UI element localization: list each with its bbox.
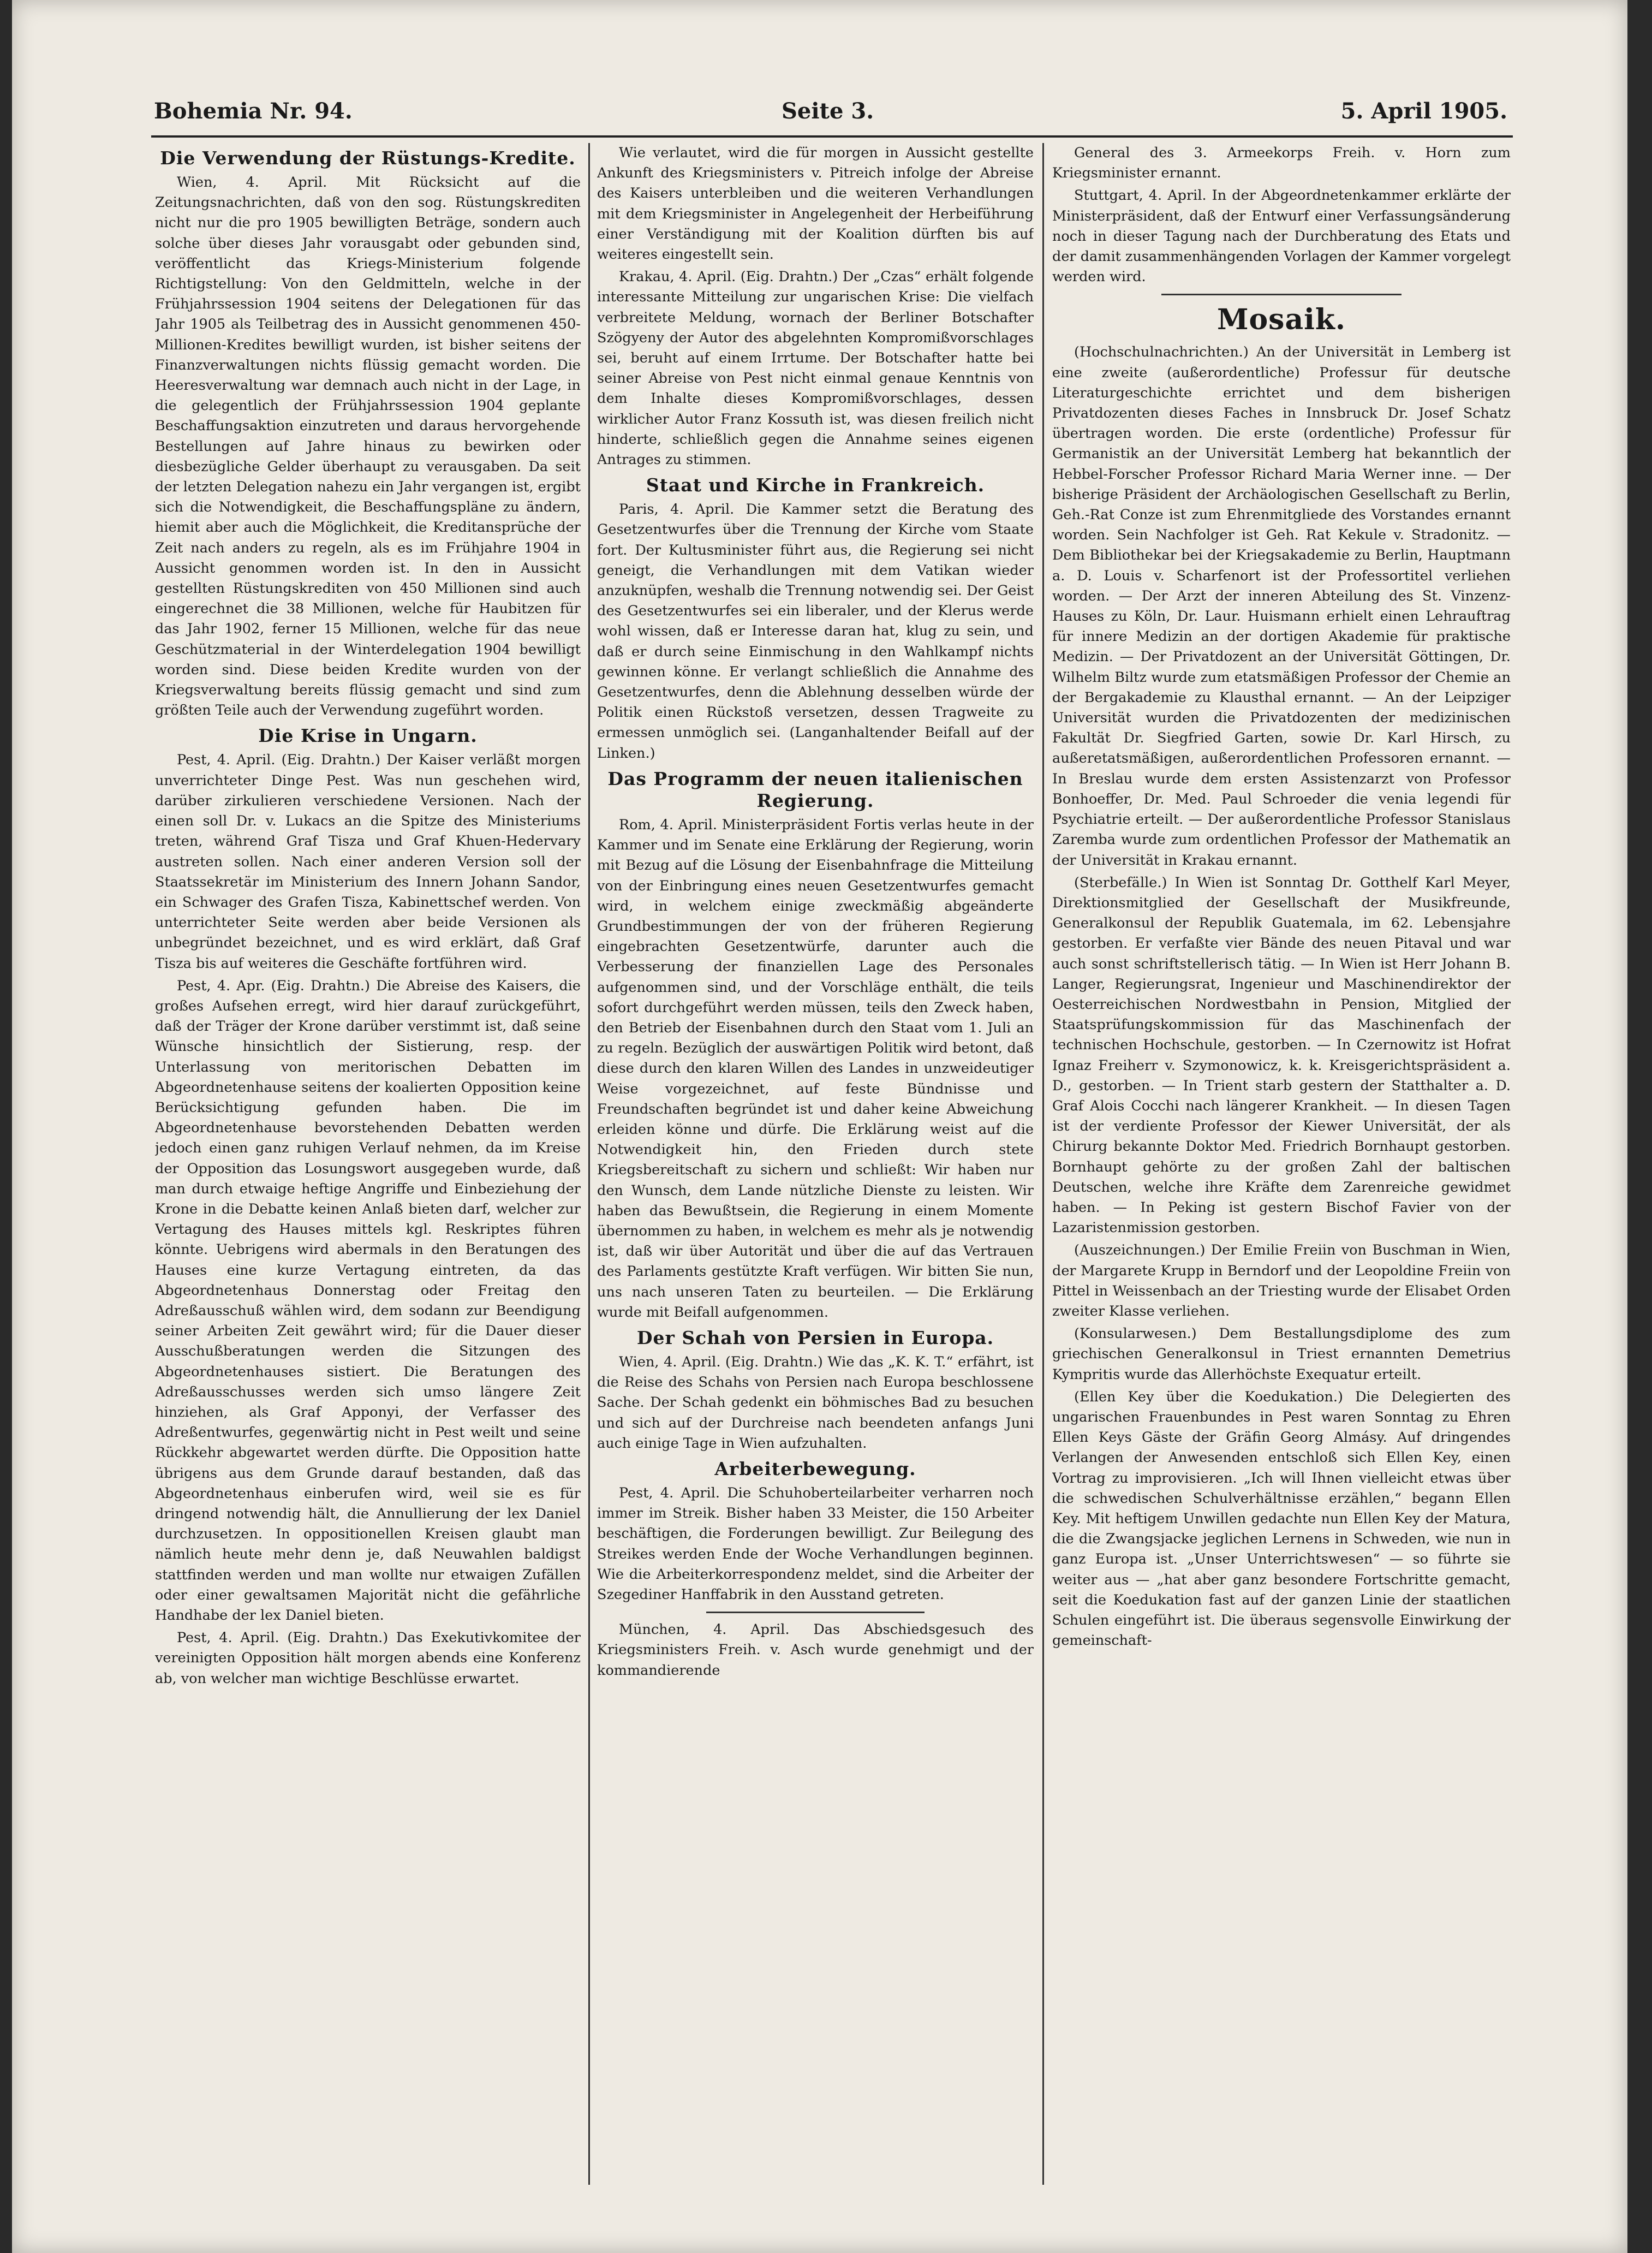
article-paragraph: Wien, 4. April. (Eig. Drahtn.) Wie das „K. K. T.“ erfährt, ist die Reise des Schahs von Persien nach Europa beschlossene Sache. Der Schah gedenkt ein böhmisches Bad zu besuchen und sich auf der Durchreise nach beendeten anfangs Juni auch einige Tage in Wien aufzuhalten. [597, 1353, 1034, 1452]
article-paragraph: Krakau, 4. April. (Eig. Drahtn.) Der „Czas“ erhält folgende interessante Mitteilung zur ungarischen Krise: Die vielfach verbreitete Meldung, wornach der Berliner Botschafter Szögyeny der Autor des abgelehnten Kompromißvorschlages sei, beruht auf einem Irrtume. Der Botschafter hatte bei seiner Abreise von Pest nicht einmal genaue Kenntnis von dem Inhalte dieses Kompromißvorschlages, dessen wirklicher Autor Franz Kossuth ist, was diesen freilich nicht hinderte, schließlich gegen die Annahme seines eigenen Antrages zu stimmen. [597, 269, 1034, 468]
page-header [154, 98, 1507, 136]
section-rule [1161, 294, 1401, 295]
article-paragraph: (Hochschulnachrichten.) An der Universität in Lemberg ist eine zweite (außerordentliche) Professur für deutsche Literaturgeschichte errichtet und dem bisherigen Privatdozenten dieses Faches in Innsbruck Dr. Josef Schatz übertragen worden. Die erste (ordentliche) Professur für Germanistik an der Universität Lemberg hat bekanntlich der Hebbel-Forscher Professor Richard Maria Werner inne. — Der bisherige Präsident der Archäologischen Gesellschaft zu Berlin, Geh.-Rat Conze ist zum Ehrenmitgliede des Vorstandes ernannt worden. Sein Nachfolger ist Geh. Rat Kekule v. Stradonitz. — Dem Bibliothekar bei der Kriegsakademie zu Berlin, Hauptmann a. D. Louis v. Scharfenort ist der Professortitel verliehen worden. — Der Arzt der inneren Abteilung des St. Vinzenz-Hauses zu Köln, Dr. Laur. Huismann erhielt einen Lehrauftrag für innere Medizin an der dortigen Akademie für praktische Medizin. — Der Privatdozent an der Universität Göttingen, Dr. Wilhelm Biltz wurde zum etatsmäßigen Professor der Chemie an der Bergakademie zu Klausthal ernannt. — An der Leipziger Universität wurden die Privatdozenten der medizinischen Fakultät Dr. Siegfried Garten, sowie Dr. Karl Hirsch, zu außeretatsmäßigen, außerordentlichen Professoren ernannt. — In Breslau wurde dem ersten Assistenzarzt von Professor Bonhoeffer, Dr. Med. Paul Schroeder die venia legendi für Psychiatrie erteilt. — Der außerordentliche Professor Stanislaus Zaremba wurde zum ordentlichen Professor der Mathematik an der Universität in Krakau ernannt. [1052, 344, 1511, 869]
header-rule [151, 135, 1513, 138]
article-headline: Die Krise in Ungarn. [258, 725, 478, 747]
article-paragraph: München, 4. April. Das Abschiedsgesuch des Kriegsministers Freih. v. Asch wurde genehmigt und der kommandierende [597, 1621, 1034, 1679]
article-headline: Die Verwendung der Rüstungs-Kredite. [160, 147, 576, 169]
article-paragraph: (Auszeichnungen.) Der Emilie Freiin von Buschman in Wien, der Margarete Krupp in Berndorf und der Leopoldine Freiin von Pittel in Weissenbach an der Triesting wurde der Elisabet Orden zweiter Klasse verliehen. [1052, 1242, 1511, 1319]
article-headline: Arbeiterbewegung. [714, 1458, 916, 1479]
column-2 [597, 143, 1034, 2196]
article-paragraph: General des 3. Armeekorps Freih. v. Horn zum Kriegsminister ernannt. [1052, 145, 1511, 182]
article-paragraph: Pest, 4. Apr. (Eig. Drahtn.) Die Abreise des Kaisers, die großes Aufsehen erregt, wird hier darauf zurückgeführt, daß der Träger der Krone darüber verstimmt ist, daß seine Wünsche hinsichtlich der Sistierung, resp. der Unterlassung von meritorischen Debatten im Abgeordnetenhause seitens der koalierten Opposition keine Berücksichtigung gefunden haben. Die im Abgeordnetenhause bevorstehenden Debatten werden jedoch einen ganz ruhigen Verlauf nehmen, da im Kreise der Opposition das Losungswort ausgegeben wurde, daß man durch etwaige heftige Angriffe und Einbeziehung der Krone in die Debatte keinen Anlaß bieten darf, welcher zur Vertagung des Hauses mittels kgl. Reskriptes führen könnte. Uebrigens wird abermals in den Beratungen des Hauses eine kurze Vertagung eintreten, da das Abgeordnetenhaus Donnerstag oder Freitag den Adreßausschuß wählen wird, dem sodann zur Beendigung seiner Arbeiten Zeit gewährt wird; für die Dauer dieser Ausschußberatungen werden die Sitzungen des Abgeordnetenhauses sistiert. Die Beratungen des Adreßausschusses werden sich umso längere Zeit hinziehen, als Graf Apponyi, der Verfasser des Adreßentwurfes, gegenwärtig nicht in Pest weilt und seine Rückkehr abgewartet werden dürfte. Die Opposition hatte übrigens aus dem Grunde darauf bestanden, daß das Abgeordnetenhaus einberufen wird, weil sie es für dringend notwendig hält, die Annullierung der lex Daniel durchzusetzen. In oppositionellen Kreisen glaubt man nämlich heute mehr denn je, daß Neuwahlen baldigst stattfinden werden und man wollte nur etwaigen Zufällen oder einer gewaltsamen Majorität nicht die gefährliche Handhabe der lex Daniel bieten. [155, 977, 581, 1624]
page-number: Seite 3. [782, 98, 874, 124]
section-rule [706, 1612, 925, 1613]
column-divider [1042, 143, 1044, 2185]
article-paragraph: Rom, 4. April. Ministerpräsident Fortis verlas heute in der Kammer und im Senate eine Erklärung der Regierung, worin mit Bezug auf die Lösung der Eisenbahnfrage die Mitteilung von der Einbringung eines neuen Gesetzentwurfes gemacht wird, in welchem einige zweckmäßig abgeänderte Grundbestimmungen der von der früheren Regierung eingebrachten Gesetzentwürfe, darunter auch die Verbesserung der finanziellen Lage des Personales aufgenommen sind, und der Vorschläge enthält, die teils sofort durchgeführt werden müssen, teils den Zweck haben, den Betrieb der Eisenbahnen durch den Staat vom 1. Juli an zu regeln. Bezüglich der auswärtigen Politik wird betont, daß diese durch den klaren Willen des Landes in unzweideutiger Weise vorgezeichnet, auf feste Bündnisse und Freundschaften begründet ist und daher keine Abweichung erleiden könne und dürfe. Die Erklärung weist auf die Notwendigkeit hin, den Frieden durch stete Kriegsbereitschaft zu sichern und schließt: Wir haben nur den Wunsch, dem Lande nützliche Dienste zu leisten. Wir haben das Bewußtsein, die Regierung in einem Momente übernommen zu haben, in welchem es mehr als je notwendig ist, daß wir über Autorität und über die auf das Vertrauen des Parlaments gestützte Kraft verfügen. Wir bitten Sie nun, uns nach unseren Taten zu beurteilen. — Die Erklärung wurde mit Beifall aufgenommen. [597, 816, 1034, 1321]
article-paragraph: Pest, 4. April. (Eig. Drahtn.) Der Kaiser verläßt morgen unverrichteter Dinge Pest. Was nun geschehen wird, darüber zirkulieren verschiedene Versionen. Nach der einen soll Dr. v. Lukacs an die Spitze des Ministeriums treten, während Graf Tisza und Graf Khuen-Hedervary austreten sollen. Nach einer anderen Version soll der Staatssekretär im Ministerium des Innern Johann Sandor, ein Schwager des Grafen Tisza, Kabinettschef werden. Von unterrichteter Seite werden aber beide Versionen als unbegründet bezeichnet, und es wird erklärt, daß Graf Tisza bis auf weiteres die Geschäfte fortführen wird. [155, 752, 581, 972]
article-headline: Der Schah von Persien in Europa. [636, 1327, 994, 1348]
masthead-issue: Bohemia Nr. 94. [154, 98, 353, 124]
article-paragraph: Pest, 4. April. (Eig. Drahtn.) Das Exekutivkomitee der vereinigten Opposition hält morgen abends eine Konferenz ab, von welcher man wichtige Beschlüsse erwartet. [155, 1630, 581, 1687]
column-1 [155, 143, 581, 2196]
article-paragraph: Pest, 4. April. Die Schuhoberteilarbeiter verharren noch immer im Streik. Bisher haben 33 Meister, die 150 Arbeiter beschäftigen, die Forderungen bewilligt. Zur Beilegung des Streikes werden Ende der Woche Verhandlungen beginnen. Wie die Arbeiterkorrespondenz meldet, sind die Arbeiter der Szegediner Hanffabrik in den Ausstand getreten. [597, 1484, 1034, 1603]
article-paragraph: Wie verlautet, wird die für morgen in Aussicht gestellte Ankunft des Kriegsministers v. Pitreich infolge der Abreise des Kaisers unterbleiben und die weiteren Verhandlungen mit dem Kriegsminister in Angelegenheit der Herbeiführung einer Verständigung mit der Koalition dürften bis auf weiteres eingestellt sein. [597, 145, 1034, 263]
article-paragraph: (Sterbefälle.) In Wien ist Sonntag Dr. Gotthelf Karl Meyer, Direktionsmitglied der Gesellschaft der Musikfreunde, Generalkonsul der Republik Guatemala, im 62. Lebensjahre gestorben. Er verfaßte vier Bände des neuen Pitaval und war auch sonst schriftstellerisch tätig. — In Wien ist Herr Johann B. Langer, Regierungsrat, Ingenieur und Maschinendirektor der Oesterreichischen Nordwestbahn in Pension, Mitglied der Staatsprüfungskommission für das Maschinenfach der technischen Hochschule, gestorben. — In Czernowitz ist Hofrat Ignaz Freiherr v. Szymonowicz, k. k. Kreisgerichtspräsident a. D., gestorben. — In Trient starb gestern der Statthalter a. D. Graf Alois Cocchi nach längerer Krankheit. — In diesen Tagen ist der verdiente Professor der Kiewer Universität, der als Chirurg bekannte Doktor Med. Friedrich Bornhaupt gestorben. Bornhaupt gehörte zu der großen Zahl der baltischen Deutschen, welche ihre Kräfte dem Zarenreiche gewidmet haben. — In Peking ist gestern Bischof Favier von der Lazaristenmission gestorben. [1052, 874, 1511, 1237]
newspaper-page [12, 0, 1627, 2253]
issue-date: 5. April 1905. [1340, 98, 1507, 124]
column-divider [588, 143, 590, 2185]
article-headline: Das Programm der neuen italienischen Regierung. [607, 768, 1023, 811]
column-3 [1052, 143, 1511, 2196]
article-paragraph: (Ellen Key über die Koedukation.) Die Delegierten des ungarischen Frauenbundes in Pest waren Sonntag zu Ehren Ellen Keys Gäste der Gräfin Georg Almásy. Auf dringendes Verlangen der Anwesenden entschloß sich Ellen Key, einen Vortrag zu improvisieren. „Ich will Ihnen vielleicht etwas über die schwedischen Schulverhältnisse erzählen,“ begann Ellen Key. Mit heftigem Unwillen gedachte nun Ellen Key der Matura, die die Zwangsjacke jeglichen Lernens in Schweden, wie nun in ganz Europa ist. „Unser Unterrichtswesen“ — so führte sie weiter aus — „hat aber ganz besondere Fortschritte gemacht, seit die Koedukation fast auf der ganzen Linie der staatlichen Schulen eingeführt ist. Die überaus segensvolle Einwirkung der gemeinschaft- [1052, 1388, 1511, 1649]
article-headline: Staat und Kirche in Frankreich. [646, 474, 985, 496]
section-heading: Mosaik. [1216, 303, 1346, 337]
article-paragraph: Wien, 4. April. Mit Rücksicht auf die Zeitungsnachrichten, daß von den sog. Rüstungskrediten nicht nur die pro 1905 bewilligten Beträge, sondern auch solche über dieses Jahr vorausgabt oder gebunden sind, veröffentlicht das Kriegs-Ministerium folgende Richtigstellung: Von den Geldmitteln, welche in der Frühjahrssession 1904 seitens der Delegationen für das Jahr 1905 als Teilbetrag des in Aussicht genommenen 450-Millionen-Kredites bewilligt wurden, ist bisher seitens der Finanzverwaltungen nichts flüssig gemacht worden. Die Heeresverwaltung war demnach auch nicht in der Lage, in die gelegentlich der Frühjahrssession 1904 geplante Beschaffungsaktion einzutreten und daraus hervorgehende Bestellungen auf Jahre hinaus zu bewirken oder diesbezügliche Gelder überhaupt zu verausgaben. Da seit der letzten Delegation nahezu ein Jahr vergangen ist, ergibt sich die Notwendigkeit, die Beschaffungspläne zu ändern, hiemit aber auch die Möglichkeit, die Kreditansprüche der Zeit nach anders zu regeln, als es im Frühjahre 1904 in Aussicht genommen worden ist. In den in Aussicht gestellten Rüstungskrediten von 450 Millionen sind auch eingerechnet die 38 Millionen, welche für Haubitzen für das Jahr 1902, ferner 15 Millionen, welche für das neue Geschützmaterial in der Winterdelegation 1904 bewilligt worden sind. Diese beiden Kredite wurden von der Kriegsverwaltung bereits flüssig gemacht und sind zum größten Teile auch der Verwendung zugeführt worden. [155, 174, 581, 719]
article-paragraph: (Konsularwesen.) Dem Bestallungsdiplome des zum griechischen Generalkonsul in Triest ernannten Demetrius Kympritis wurde das Allerhöchste Exequatur erteilt. [1052, 1325, 1511, 1383]
article-paragraph: Paris, 4. April. Die Kammer setzt die Beratung des Gesetzentwurfes über die Trennung der Kirche vom Staate fort. Der Kultusminister führt aus, die Regierung sei nicht geneigt, die Verhandlungen mit dem Vatikan wieder anzuknüpfen, weshalb die Trennung notwendig sei. Der Geist des Gesetzentwurfes sei ein liberaler, und der Klerus werde wohl wissen, daß er Interesse daran hat, klug zu sein, und daß er durch seine Einmischung in den Wahlkampf nichts gewinnen könne. Er verlangt schließlich die Annahme des Gesetzentwurfes, denn die Ablehnung desselben würde der Politik einen Rückstoß versetzen, dessen Tragweite zu ermessen unmöglich sei. (Langanhaltender Beifall auf der Linken.) [597, 501, 1034, 762]
article-paragraph: Stuttgart, 4. April. In der Abgeordnetenkammer erklärte der Ministerpräsident, daß der Entwurf einer Verfassungsänderung noch in dieser Tagung nach der Durchberatung des Etats und der damit zusammenhängenden Vorlagen der Kammer vorgelegt werden wird. [1052, 187, 1511, 286]
